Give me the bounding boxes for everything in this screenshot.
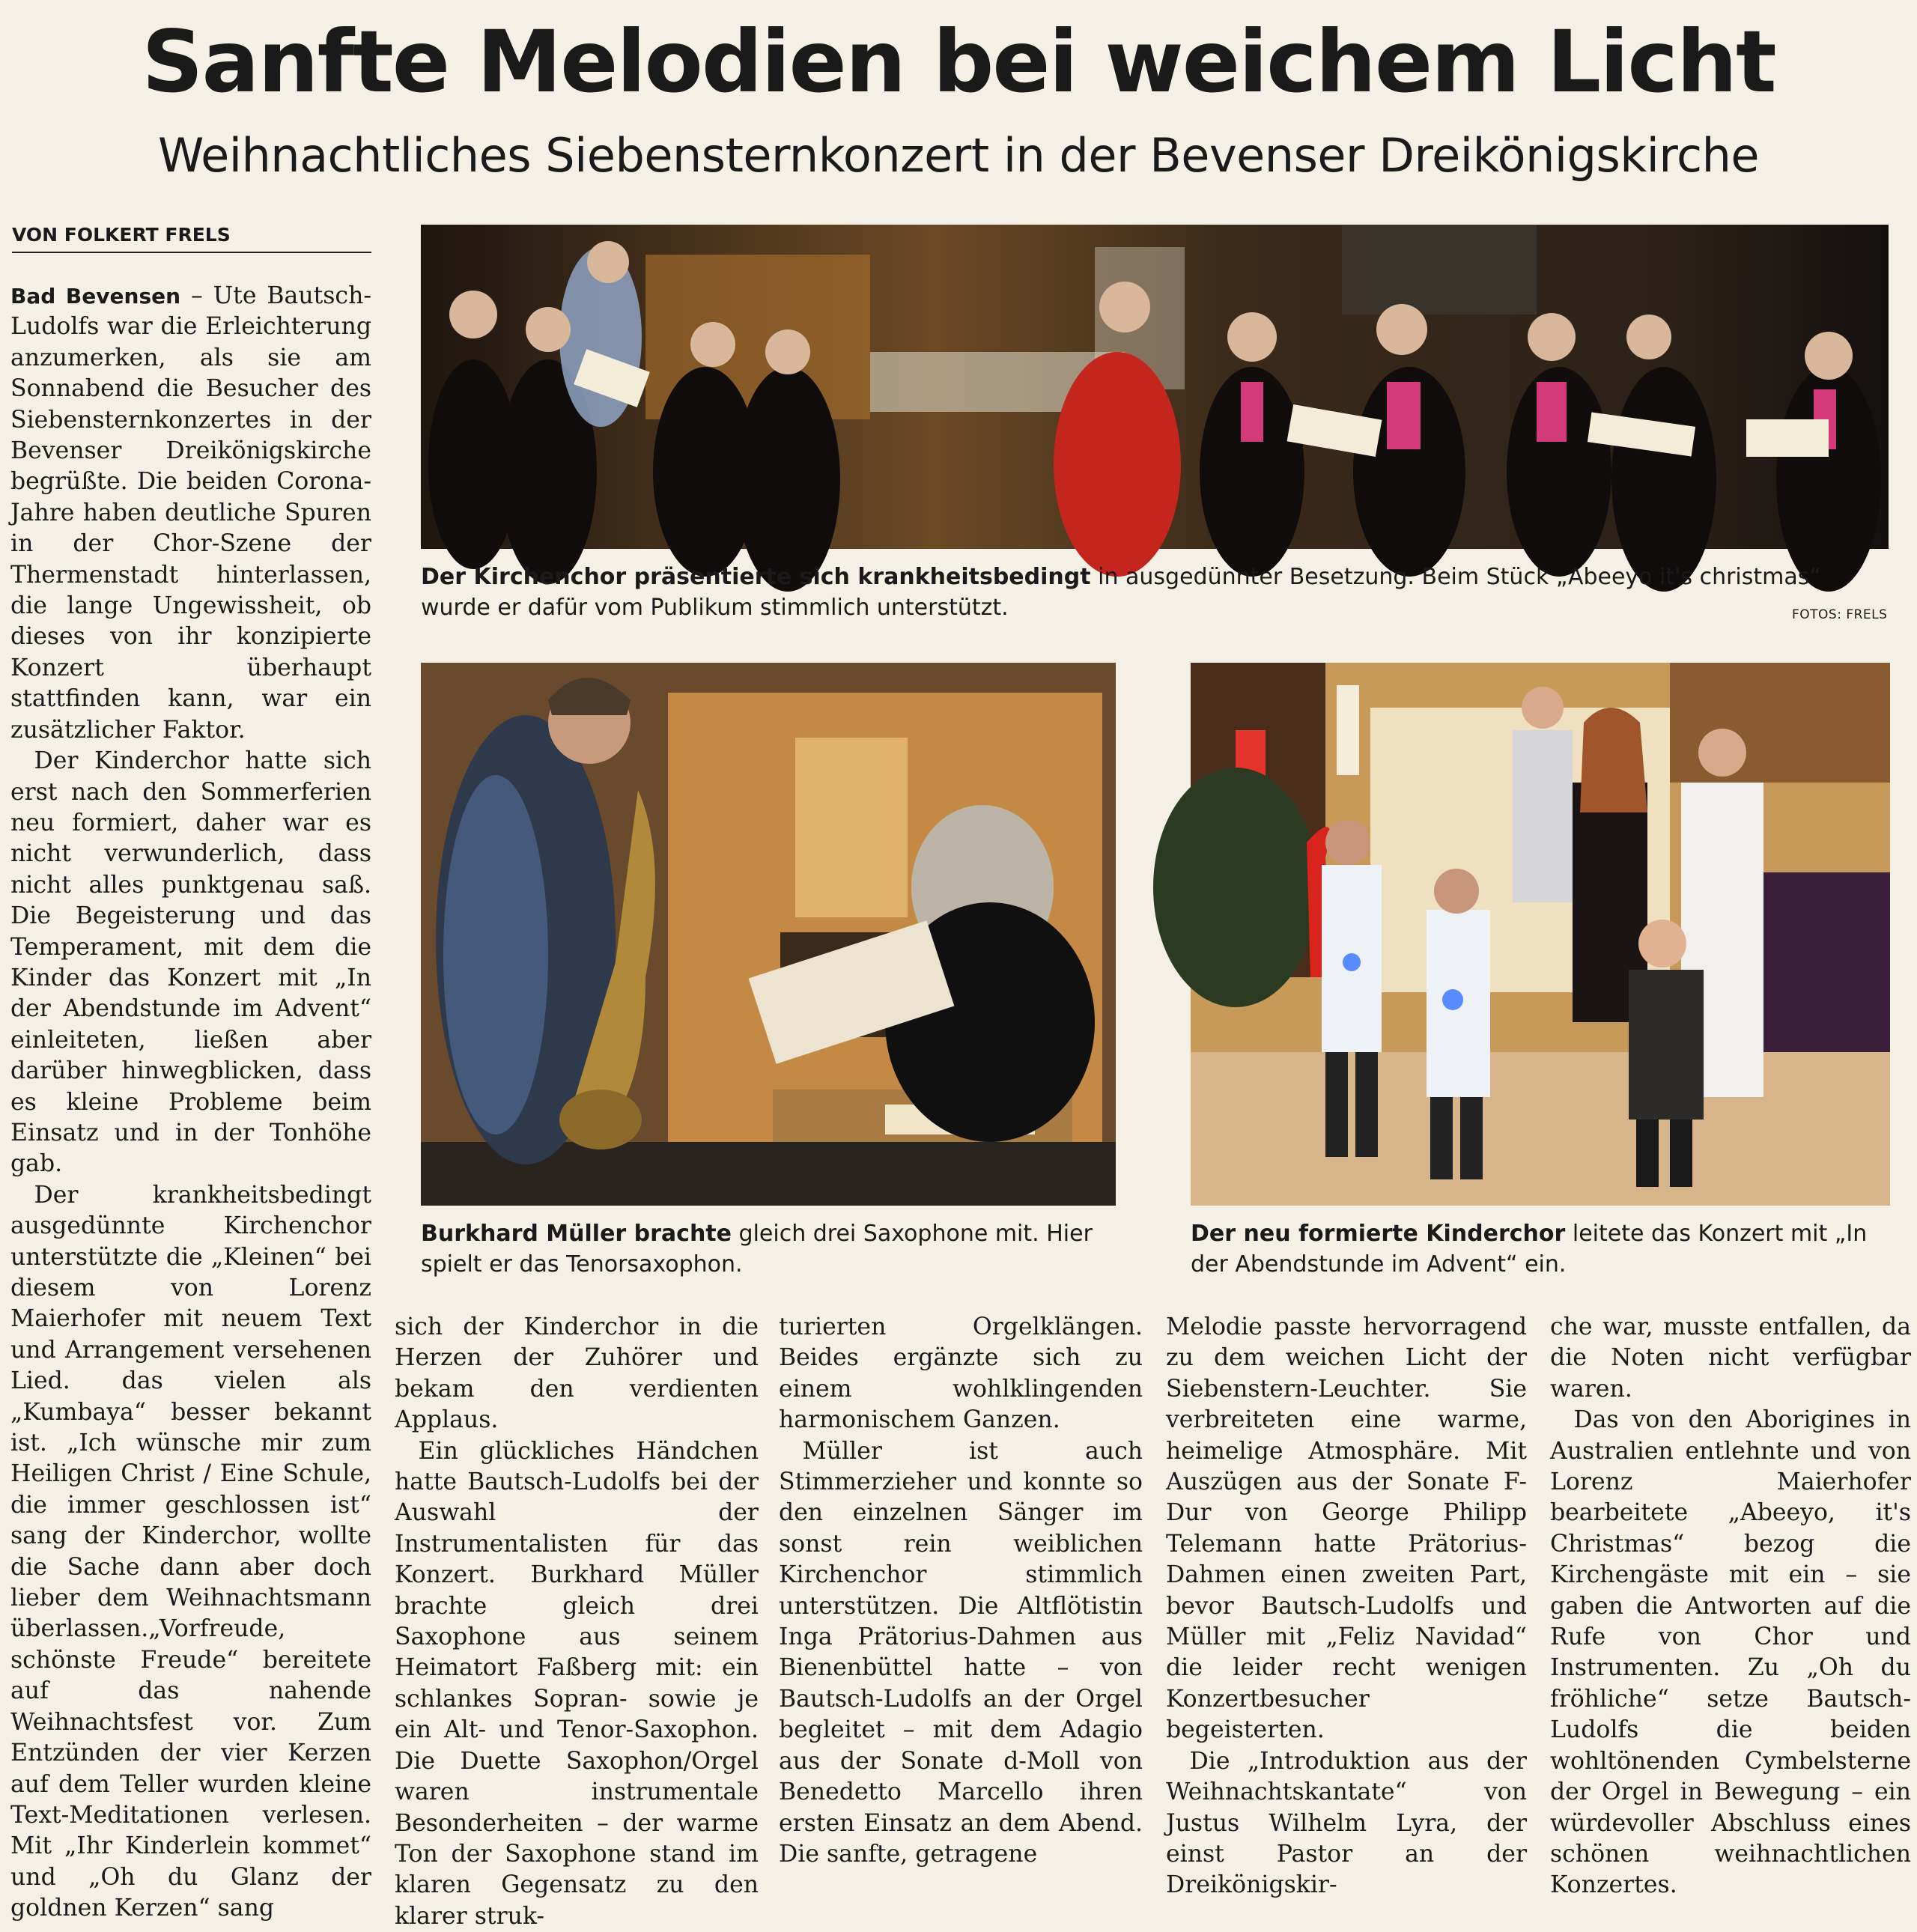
col1-paragraph-1 — [10, 281, 371, 746]
headline: Sanfte Melodien bei weichem Licht — [142, 12, 1775, 112]
caption-sax-text: gleich drei Saxophone mit. Hier — [732, 1221, 1093, 1247]
col2-paragraph-2: Ein glückliches Händchen hatte Bautsch-Ludolfs bei der Auswahl der Instrumentalisten für das Konzert. Burkhard Müller brachte gleich drei Saxophone aus seinem Heimatort Faßberg mit: ein schlankes Sopran- sowie je ein Alt- und Tenor-Saxophon. Die Duette Saxophon/Orgel waren instrumentale Besonderheiten – der warme Ton der Saxophone stand im klaren Gegensatz zu den klarer struk- — [395, 1437, 759, 1930]
caption-childrens-choir-line2: der Abendstunde im Advent“ ein. — [1191, 1251, 1567, 1278]
caption-choir-line2: wurde er dafür vom Publikum stimmlich unterstützt. — [421, 595, 1009, 621]
caption-saxophone-line2: spielt er das Tenorsaxophon. — [421, 1251, 743, 1278]
caption-choir — [421, 562, 1821, 592]
article-column-2 — [395, 1312, 759, 1930]
caption-kids-bold: Der neu formierte Kinderchor — [1191, 1221, 1566, 1247]
article-column-4 — [1166, 1312, 1527, 1899]
article-column-3 — [779, 1312, 1143, 1868]
sax-photo-illustration — [421, 663, 1116, 1206]
caption-choir-bold: Der Kirchenchor präsentierte sich krankheitsbedingt — [421, 564, 1091, 590]
kids-photo-illustration — [1191, 663, 1890, 1206]
caption-choir-text: in ausgedünnter Besetzung. Beim Stück „Abeeyo it's christmas“ — [1090, 564, 1821, 590]
col3-paragraph-2: Müller ist auch Stimmerzieher und konnte so den einzelnen Sänger im sonst rein weiblichen Kirchenchor stimmlich unterstützen. Die Altflötistin Inga Prätorius-Dahmen aus Bienenbüttel hatte – von Bautsch-Ludolfs an der Orgel begleitet – mit dem Adagio aus der Sonate d-Moll von Benedetto Marcello ihren ersten Einsatz an dem Abend. Die sanfte, getragene — [779, 1437, 1143, 1868]
col2-paragraph-1: sich der Kinderchor in die Herzen der Zuhörer und bekam den verdienten Applaus. — [395, 1313, 759, 1434]
col5-paragraph-1: che war, musste entfallen, da die Noten nicht verfügbar waren. — [1550, 1313, 1911, 1403]
photo-credit: FOTOS: FRELS — [1792, 607, 1888, 622]
photo-saxophone-organ — [421, 663, 1116, 1206]
caption-saxophone — [421, 1218, 1093, 1249]
col4-paragraph-2: Die „Introduktion aus der Weihnachtskantate“ von Justus Wilhelm Lyra, der einst Pastor an der Dreikönigskir- — [1166, 1747, 1527, 1899]
caption-childrens-choir — [1191, 1218, 1867, 1249]
col1-paragraph-3: Der krankheitsbedingt ausgedünnte Kirchenchor unterstützte die „Kleinen“ bei diesem von Lorenz Maierhofer mit neuem Text und Arrangement versehenen Lied. das vielen als „Kumbaya“ besser bekannt ist. „Ich wünsche mir zum Heiligen Christ / Eine Schule, die immer geschlossen ist“ sang der Kinderchor, wollte die Sache dann aber doch lieber dem Weihnachtsmann überlassen.„Vorfreude, schönste Freude“ bereitete auf das nahende Weihnachtsfest vor. Zum Entzünden der vier Kerzen auf dem Teller wurden kleine Text-Meditationen verlesen. Mit „Ihr Kinderlein kommet“ und „Oh du Glanz der goldnen Kerzen“ sang — [10, 1181, 371, 1922]
subheadline: Weihnachtliches Siebensternkonzert in der Bevenser Dreikönigskirche — [157, 128, 1760, 183]
photo-church-choir — [421, 225, 1889, 549]
article-column-5 — [1550, 1312, 1911, 1899]
photo-childrens-choir — [1191, 663, 1890, 1206]
col5-paragraph-2: Das von den Aborigines in Australien entlehnte und von Lorenz Maierhofer bearbeitete „Abeeyo, it's Christmas“ bezog die Kirchengäste mit ein – sie gaben die Antworten auf die Rufe von Chor und Instrumenten. Zu „Oh du fröhliche“ setze Bautsch-Ludolfs die beiden wohltönenden Cymbelsterne der Orgel in Bewegung – ein würdevoller Abschluss eines schönen weihnachtlichen Konzertes. — [1550, 1406, 1911, 1899]
col1-paragraph-2: Der Kinderchor hatte sich erst nach den Sommerferien neu formiert, daher war es nicht verwunderlich, dass nicht alles punktgenau saß. Die Begeisterung und das Temperament, mit dem die Kinder das Konzert mit „In der Abendstunde im Advent“ einleiteten, ließen aber darüber hinwegblicken, dass es kleine Probleme beim Einsatz und in der Tonhöhe gab. — [10, 747, 371, 1178]
article-lead: Bad Bevensen — [10, 284, 181, 309]
byline: VON FOLKERT FRELS — [12, 219, 371, 253]
choir-photo-illustration — [421, 225, 1889, 549]
article-column-1 — [10, 281, 371, 1922]
caption-sax-bold: Burkhard Müller brachte — [421, 1221, 732, 1247]
col4-paragraph-1: Melodie passte hervorragend zu dem weichen Licht der Siebenstern-Leuchter. Sie verbreiteten eine warme, heimelige Atmosphäre. Mit Auszügen aus der Sonate F-Dur von George Philipp Telemann hatte Prätorius-Dahmen einen zweiten Part, bevor Bautsch-Ludolfs und Müller mit „Feliz Navidad“ die leider recht wenigen Konzertbesucher begeisterten. — [1166, 1313, 1527, 1744]
col3-paragraph-1: turierten Orgelklängen. Beides ergänzte sich zu einem wohlklingenden harmonischem Ganzen. — [779, 1313, 1143, 1434]
col1-text-1: – Ute Bautsch-Ludolfs war die Erleichterung anzumerken, als sie am Sonnabend die Besucher des Siebensternkonzertes in der Bevenser Dreikönigskirche begrüßte. Die beiden Corona-Jahre haben deutliche Spuren in der Chor-Szene der Thermenstadt hinterlassen, die lange Ungewissheit, ob dieses von ihr konzipierte Konzert überhaupt stattfinden kann, war ein zusätzlicher Faktor. — [10, 282, 371, 744]
caption-kids-text: leitete das Konzert mit „In — [1565, 1221, 1868, 1247]
